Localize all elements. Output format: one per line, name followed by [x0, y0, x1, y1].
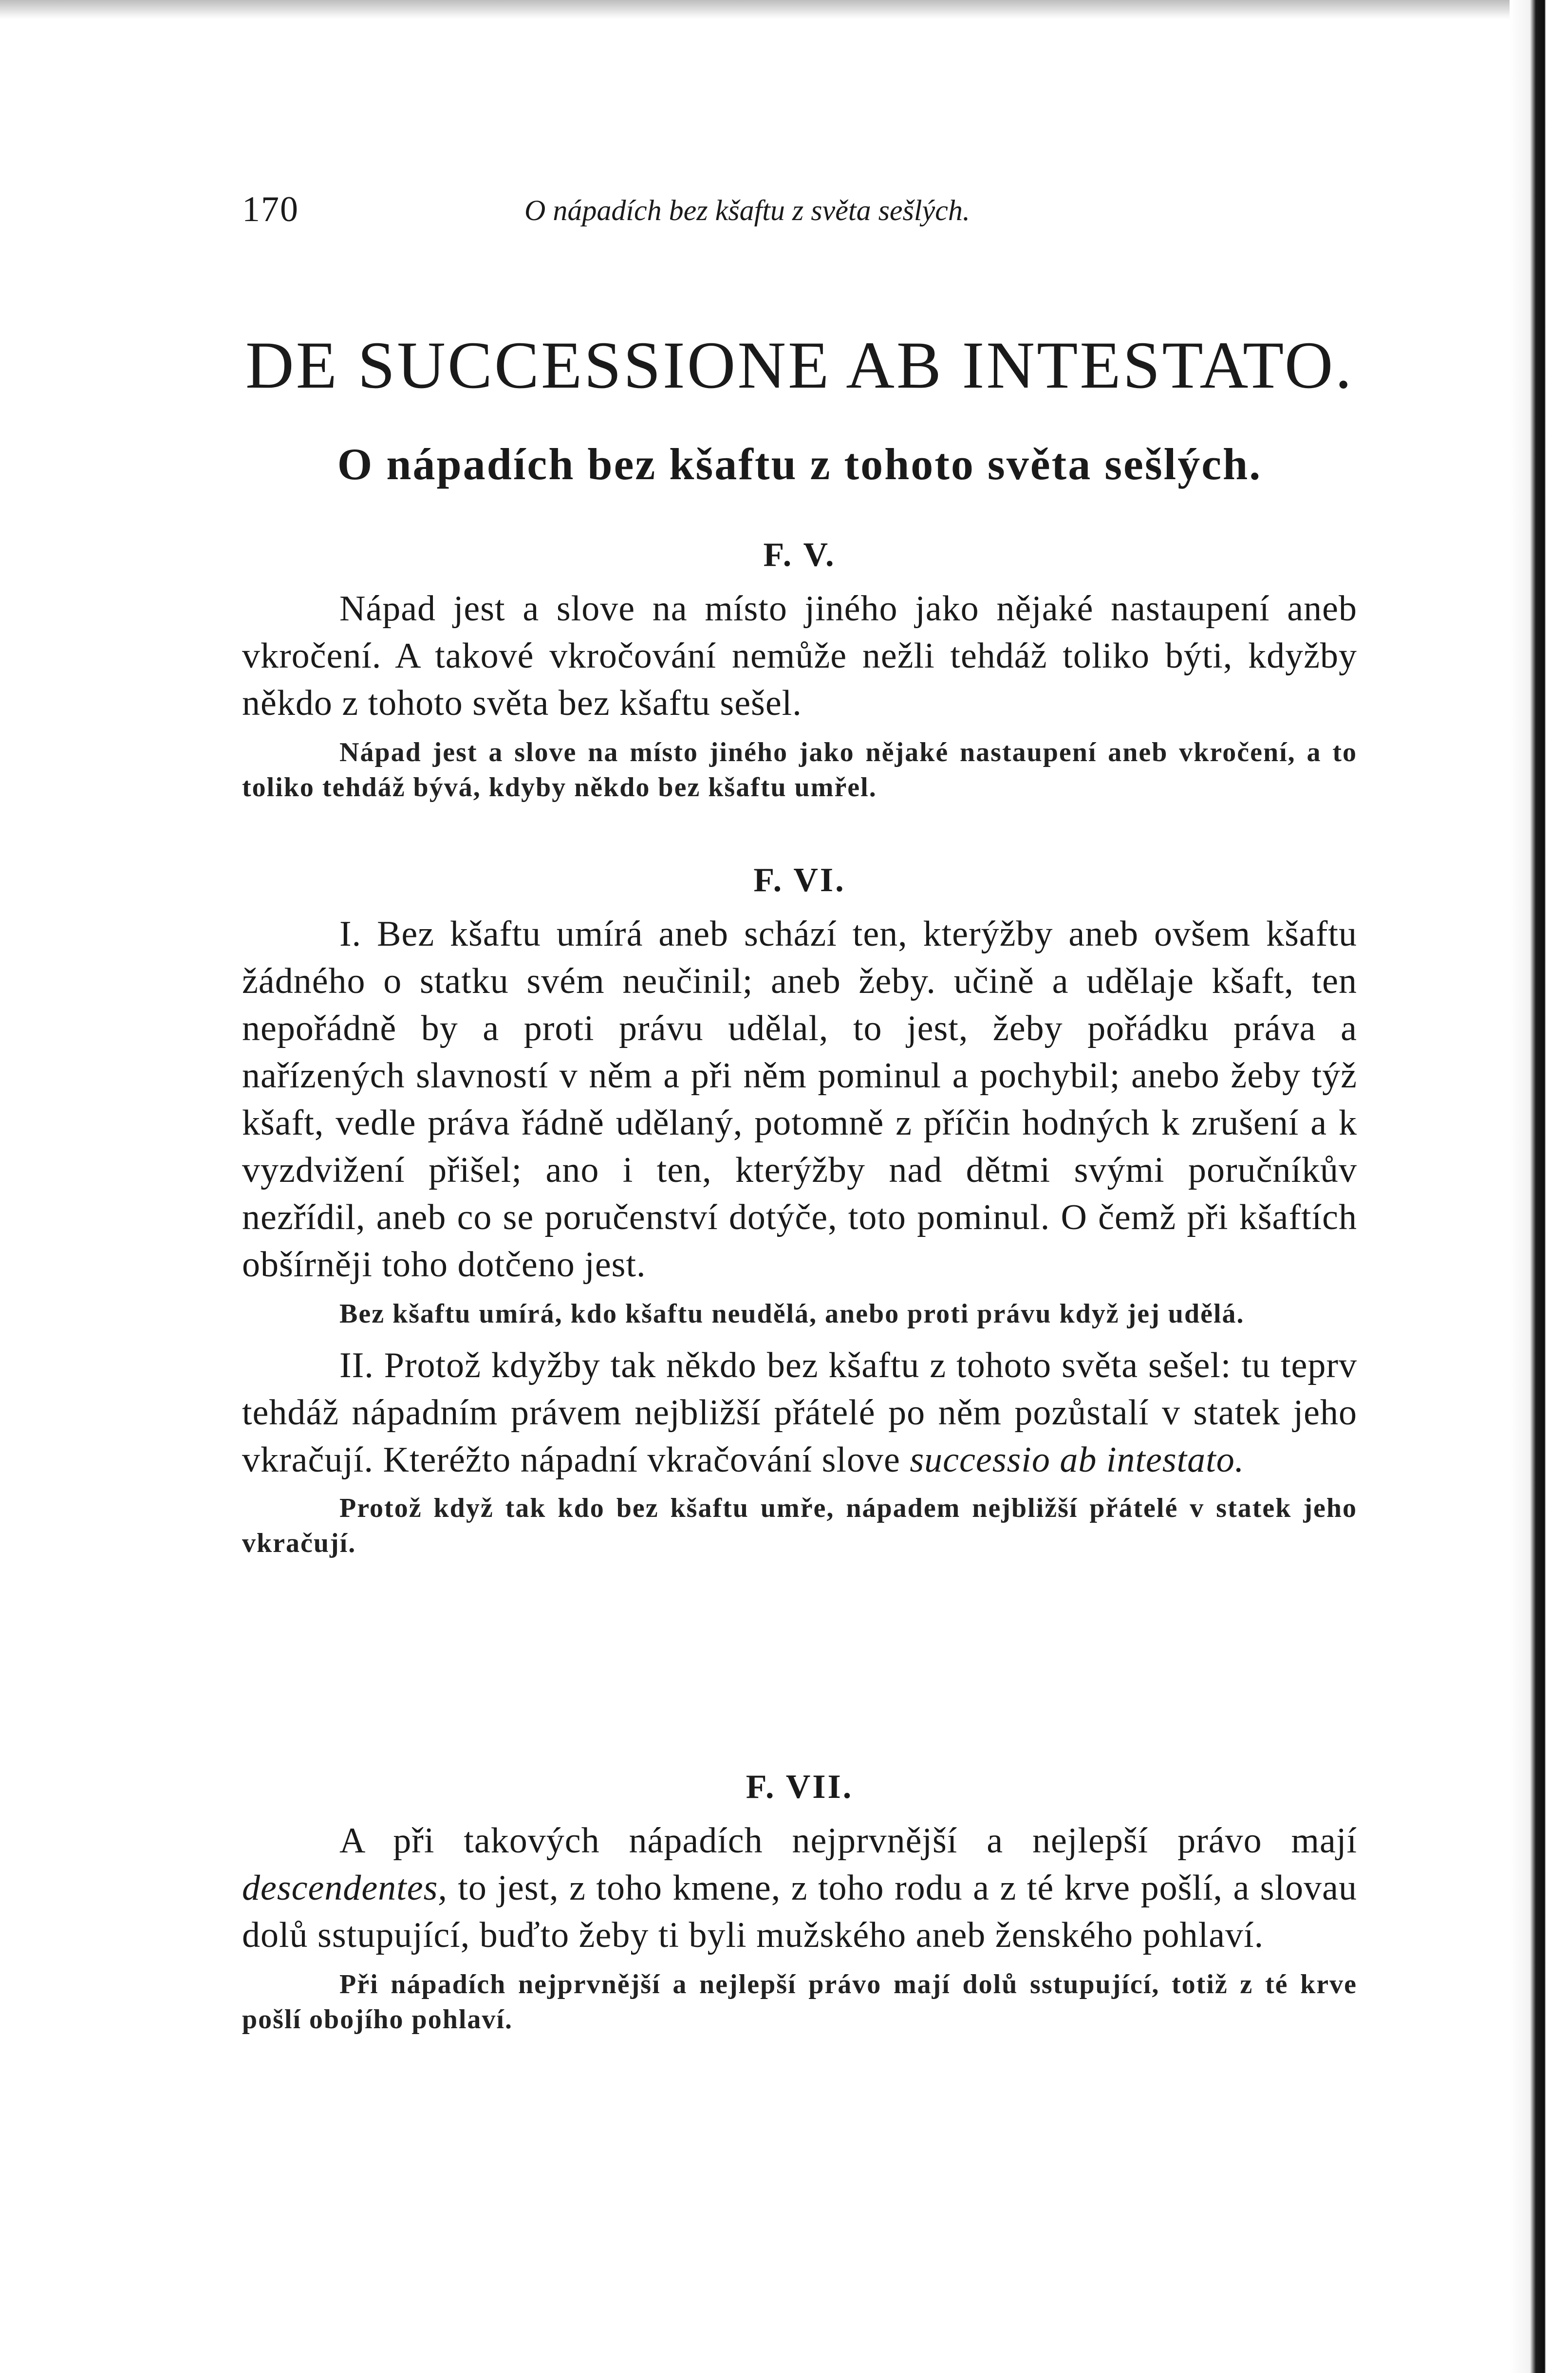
summary-note: Bez kšaftu umírá, kdo kšaftu neudělá, anebo proti právu když jej udělá.	[339, 1299, 1245, 1329]
chapter-subtitle: O nápadích bez kšaftu z tohoto světa sešlých.	[337, 439, 1262, 489]
paragraph-text: A při takových nápadích nejprvnější a nejlepší právo mají	[339, 1821, 1357, 1861]
summary-note: Protož když tak kdo bez kšaftu umře, nápadem nejbližší přátelé v statek jeho vkračují.	[242, 1493, 1357, 1558]
section-heading: F. V.	[763, 536, 836, 574]
book-page	[242, 0, 1357, 2373]
running-title: O nápadích bez kšaftu z světa sešlých.	[524, 194, 970, 226]
section-heading: F. VI.	[753, 861, 846, 899]
scan-right-edge	[1510, 0, 1568, 2373]
chapter-title: DE SUCCESSIONE AB INTESTATO.	[245, 328, 1354, 402]
latin-term: successio ab intestato.	[910, 1440, 1245, 1480]
section-heading: F. VII.	[746, 1768, 854, 1806]
paragraph-text: II. Protož kdyžby tak někdo bez kšaftu z tohoto světa sešel: tu teprv tehdáž nápadním právem nejbližší přátelé po něm pozůstalí v statek jeho vkračují. Kteréžto nápadní vkračování slove	[242, 1345, 1357, 1480]
latin-term: descendentes,	[242, 1868, 448, 1908]
paragraph	[242, 1817, 1357, 1959]
paragraph-text: to jest, z toho kmene, z toho rodu a z té krve pošlí, a slovau dolů sstupující, buďto žeby ti byli mužského aneb ženského pohlaví.	[242, 1868, 1357, 1955]
page-number: 170	[242, 189, 299, 229]
paragraph: I. Bez kšaftu umírá aneb schází ten, kterýžby aneb ovšem kšaftu žádného o statku svém neučinil; aneb žeby. učině a udělaje kšaft, ten nepořádně by a proti právu udělal, to jest, žeby pořádku práva a nařízených slavností v něm a při něm pominul a pochybil; anebo žeby týž kšaft, vedle práva řádně udělaný, potomně z příčin hodných k zrušení a k vyzdvižení přišel; ano i ten, kterýžby nad dětmi svými poručníkův nezřídil, aneb co se poručenství dotýče, toto pominul. O čemž při kšaftích obšírněji toho dotčeno jest.	[242, 914, 1357, 1285]
summary-note: Nápad jest a slove na místo jiného jako nějaké nastaupení aneb vkročení, a to toliko tehdáž bývá, kdyby někdo bez kšaftu umřel.	[242, 737, 1357, 803]
section-f-vi	[242, 861, 1357, 1561]
paragraph	[242, 1342, 1357, 1484]
section-f-vii	[242, 1768, 1357, 2037]
paragraph: Nápad jest a slove na místo jiného jako nějaké nastaupení aneb vkročení. A takové vkročování nemůže nežli tehdáž toliko býti, kdyžby někdo z tohoto světa bez kšaftu sešel.	[242, 589, 1357, 723]
section-f-v	[242, 536, 1357, 805]
running-head	[242, 189, 1357, 238]
summary-note: Při nápadích nejprvnější a nejlepší právo mají dolů sstupující, totiž z té krve pošlí obojího pohlaví.	[242, 1969, 1357, 2035]
